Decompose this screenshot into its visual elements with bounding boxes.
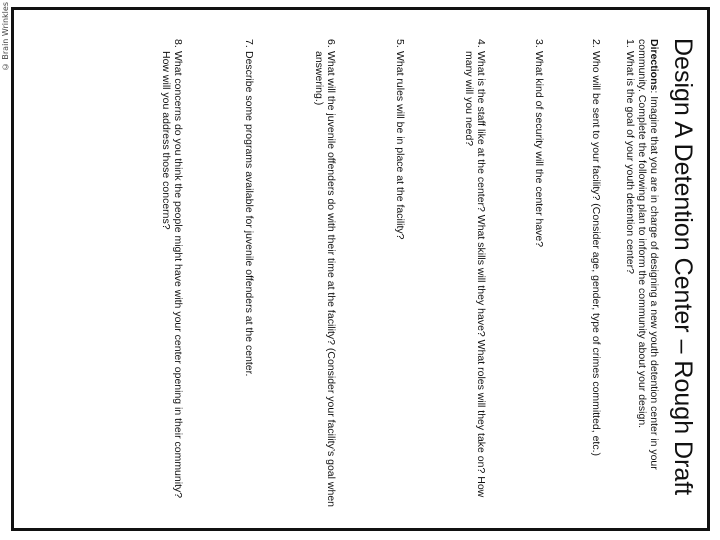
question-text: Who will be sent to your facility? (Consider age, gender, type of crimes committed, etc.) [590,51,602,457]
directions-text: : Imagine that you are in charge of designing a new youth detention center in your community. Complete the following plan to inform the community about your design. [636,39,660,470]
question-item [160,39,184,518]
question-number: 6. [325,39,337,48]
question-text: What is the staff like at the center? What skills will they have? What roles will they take on? How many will you need? [463,51,487,498]
question-item [313,39,337,518]
copyright-text: © Brain Wrinkles [1,2,10,72]
question-item [590,39,602,518]
question-text: What will the juvenile offenders do with their time at the facility? (Consider your facility’s goal when answering.) [313,51,337,507]
worksheet-content [14,11,706,530]
question-text: What concerns do you think the people might have with your center opening in their community? How will you address those concerns? [160,51,184,499]
question-text: Describe some programs available for juvenile offenders at the center. [243,51,255,377]
question-number: 5. [394,39,406,48]
question-number: 2. [590,39,602,48]
question-number: 8. [172,39,184,48]
question-item [533,39,545,518]
copyright-notice [0,0,10,90]
question-text: What kind of security will the center have? [533,51,545,248]
directions-label: Directions [648,39,660,91]
question-item [394,39,406,518]
question-list [160,29,636,518]
question-item [463,39,487,518]
directions [636,29,660,518]
question-text: What is the goal of your youth detention center? [624,51,636,274]
question-text: What rules will be in place at the facility? [394,51,406,240]
question-number: 1. [624,39,636,48]
question-number: 4. [475,39,487,48]
question-number: 3. [533,39,545,48]
question-number: 7. [243,39,255,48]
worksheet-title: Design A Detention Center – Rough Draft [669,38,697,496]
question-item [624,39,636,518]
question-item [243,39,255,518]
